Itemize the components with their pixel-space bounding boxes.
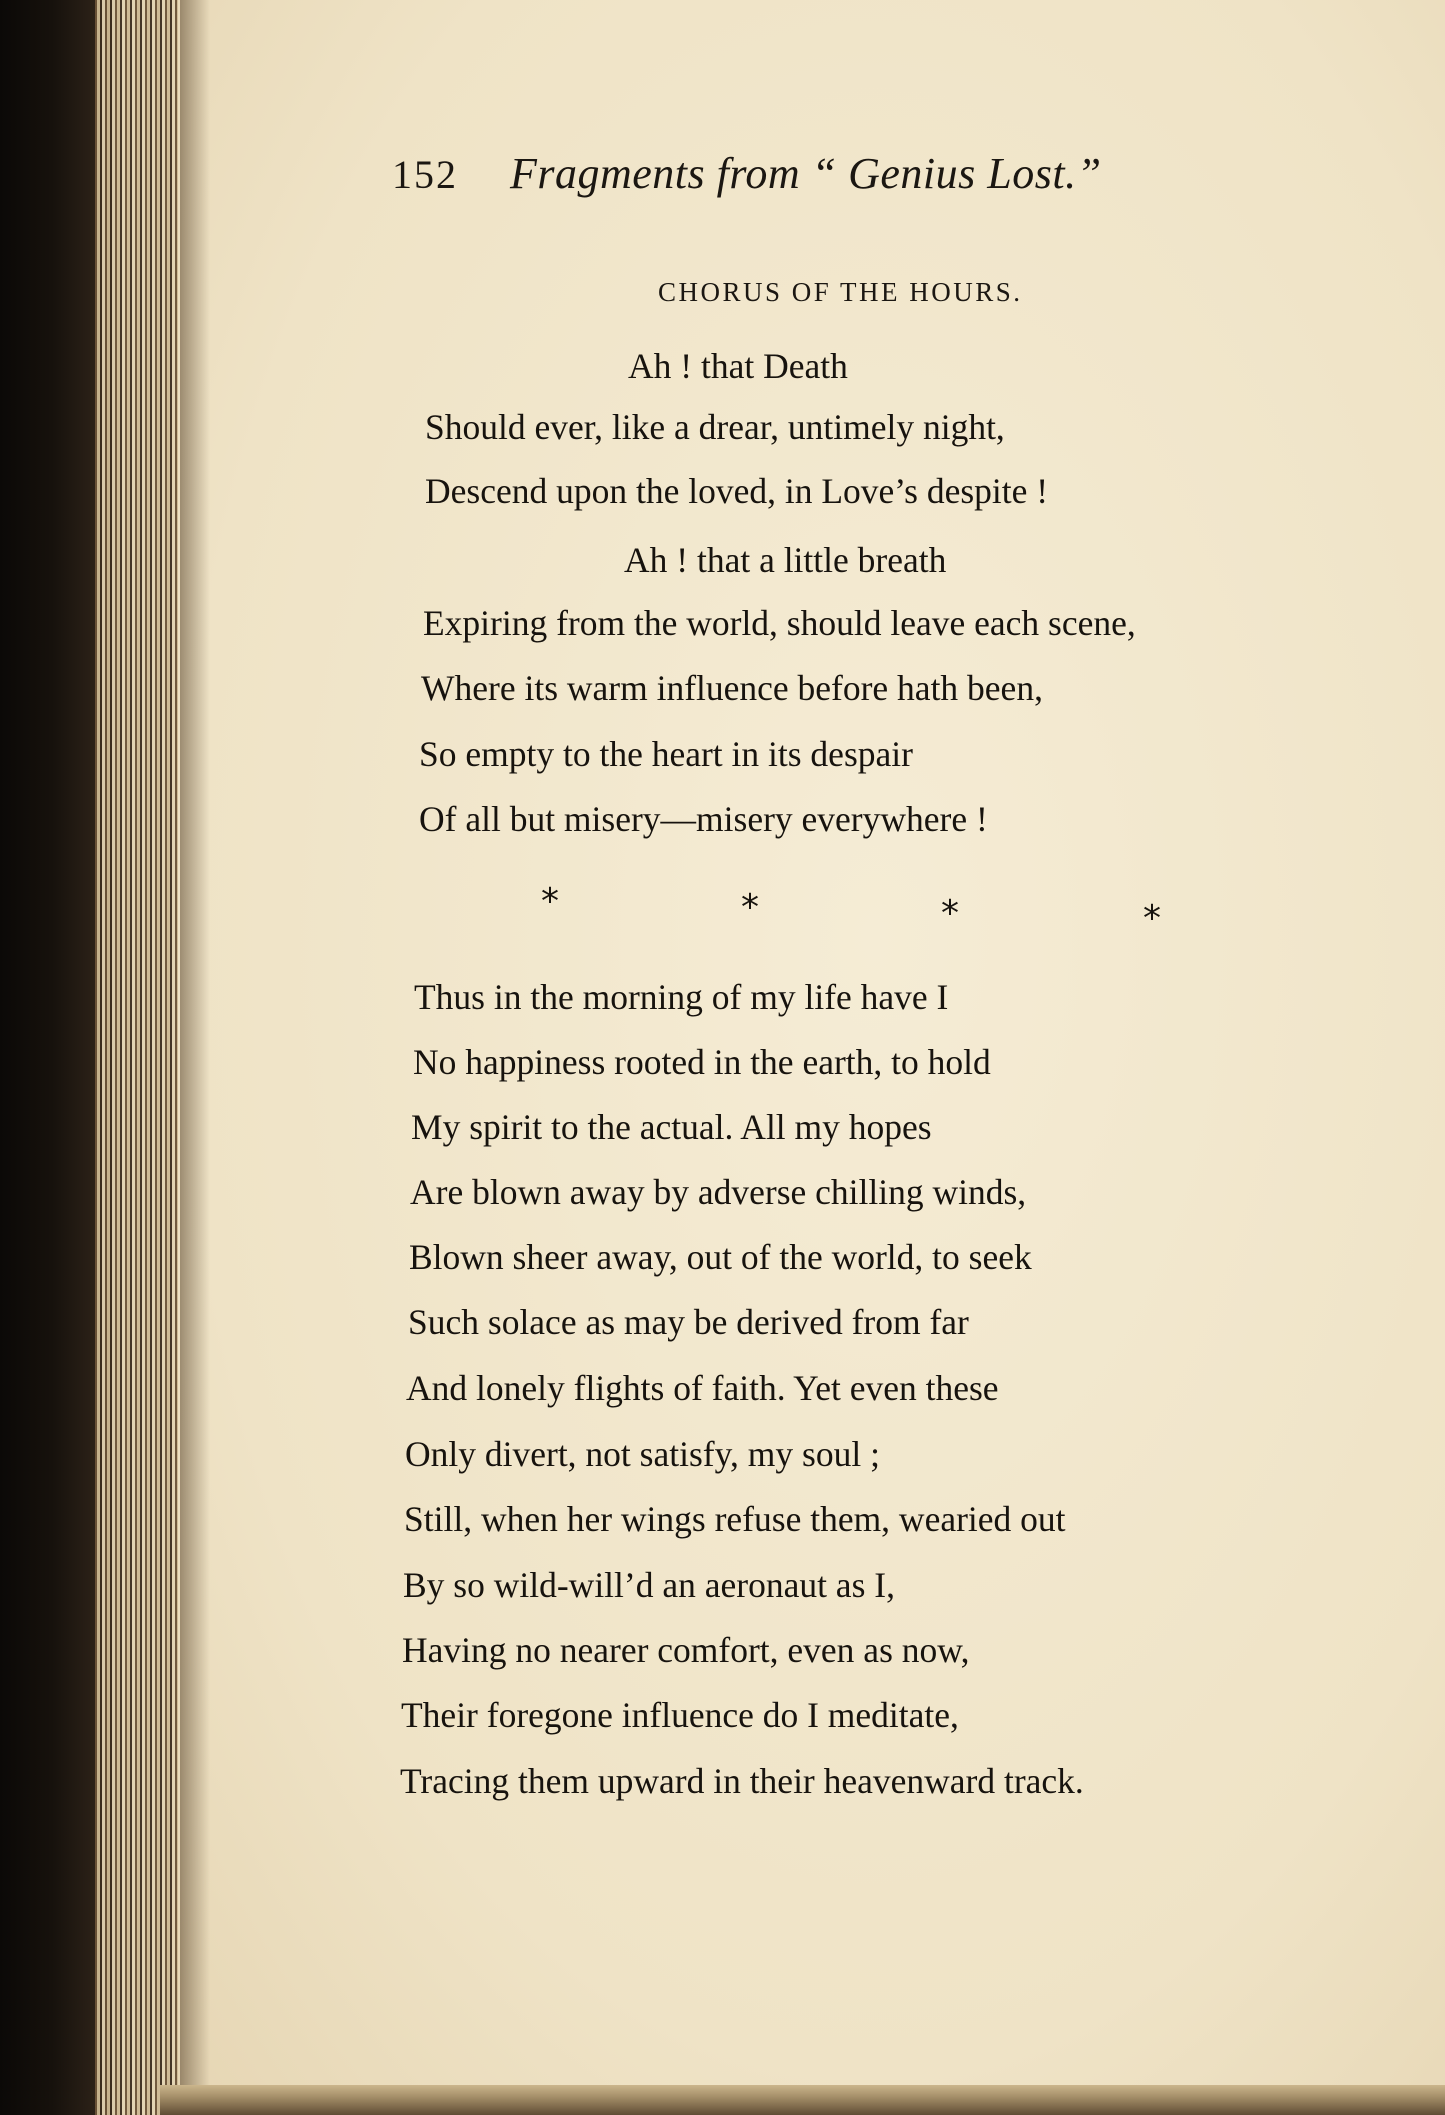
page-bottom-edge	[160, 2085, 1445, 2115]
verse-line: Their foregone influence do I meditate,	[401, 1695, 959, 1735]
verse-line: Such solace as may be derived from far	[408, 1302, 969, 1342]
verse-line: Ah ! that Death	[628, 346, 848, 386]
verse-line: Thus in the morning of my life have I	[414, 977, 949, 1017]
separator-asterisk: *	[741, 887, 759, 928]
separator-asterisk: *	[1143, 898, 1161, 939]
verse-line: Ah ! that a little breath	[624, 540, 947, 580]
verse-line: My spirit to the actual. All my hopes	[411, 1107, 932, 1147]
verse-line: No happiness rooted in the earth, to hold	[413, 1042, 991, 1082]
verse-line: Having no nearer comfort, even as now,	[402, 1630, 970, 1670]
verse-line: Expiring from the world, should leave each scene,	[423, 603, 1136, 643]
verse-line: Should ever, like a drear, untimely night,	[425, 407, 1005, 447]
separator-asterisk: *	[541, 881, 559, 922]
verse-line: And lonely flights of faith. Yet even these	[406, 1368, 999, 1408]
verse-line: Still, when her wings refuse them, wearied out	[404, 1499, 1066, 1539]
verse-line: So empty to the heart in its despair	[419, 734, 913, 774]
verse-line: Are blown away by adverse chilling winds,	[410, 1172, 1027, 1212]
separator-asterisk: *	[941, 893, 959, 934]
running-title: Fragments from “ Genius Lost.”	[510, 149, 1102, 198]
verse-line: By so wild-will’d an aeronaut as I,	[403, 1565, 895, 1605]
verse-line: Blown sheer away, out of the world, to seek	[409, 1237, 1032, 1277]
verse-line: Descend upon the loved, in Love’s despite !	[425, 471, 1049, 511]
verse-line: Of all but misery—misery everywhere !	[419, 799, 988, 839]
verse-line: Where its warm influence before hath been,	[421, 668, 1043, 708]
page-number: 152	[392, 152, 458, 197]
page-header	[392, 148, 1292, 199]
gutter-shadow	[180, 0, 210, 2115]
verse-line: Tracing them upward in their heavenward track.	[400, 1761, 1084, 1801]
section-title: CHORUS OF THE HOURS.	[658, 277, 1023, 307]
verse-line: Only divert, not satisfy, my soul ;	[405, 1434, 880, 1474]
